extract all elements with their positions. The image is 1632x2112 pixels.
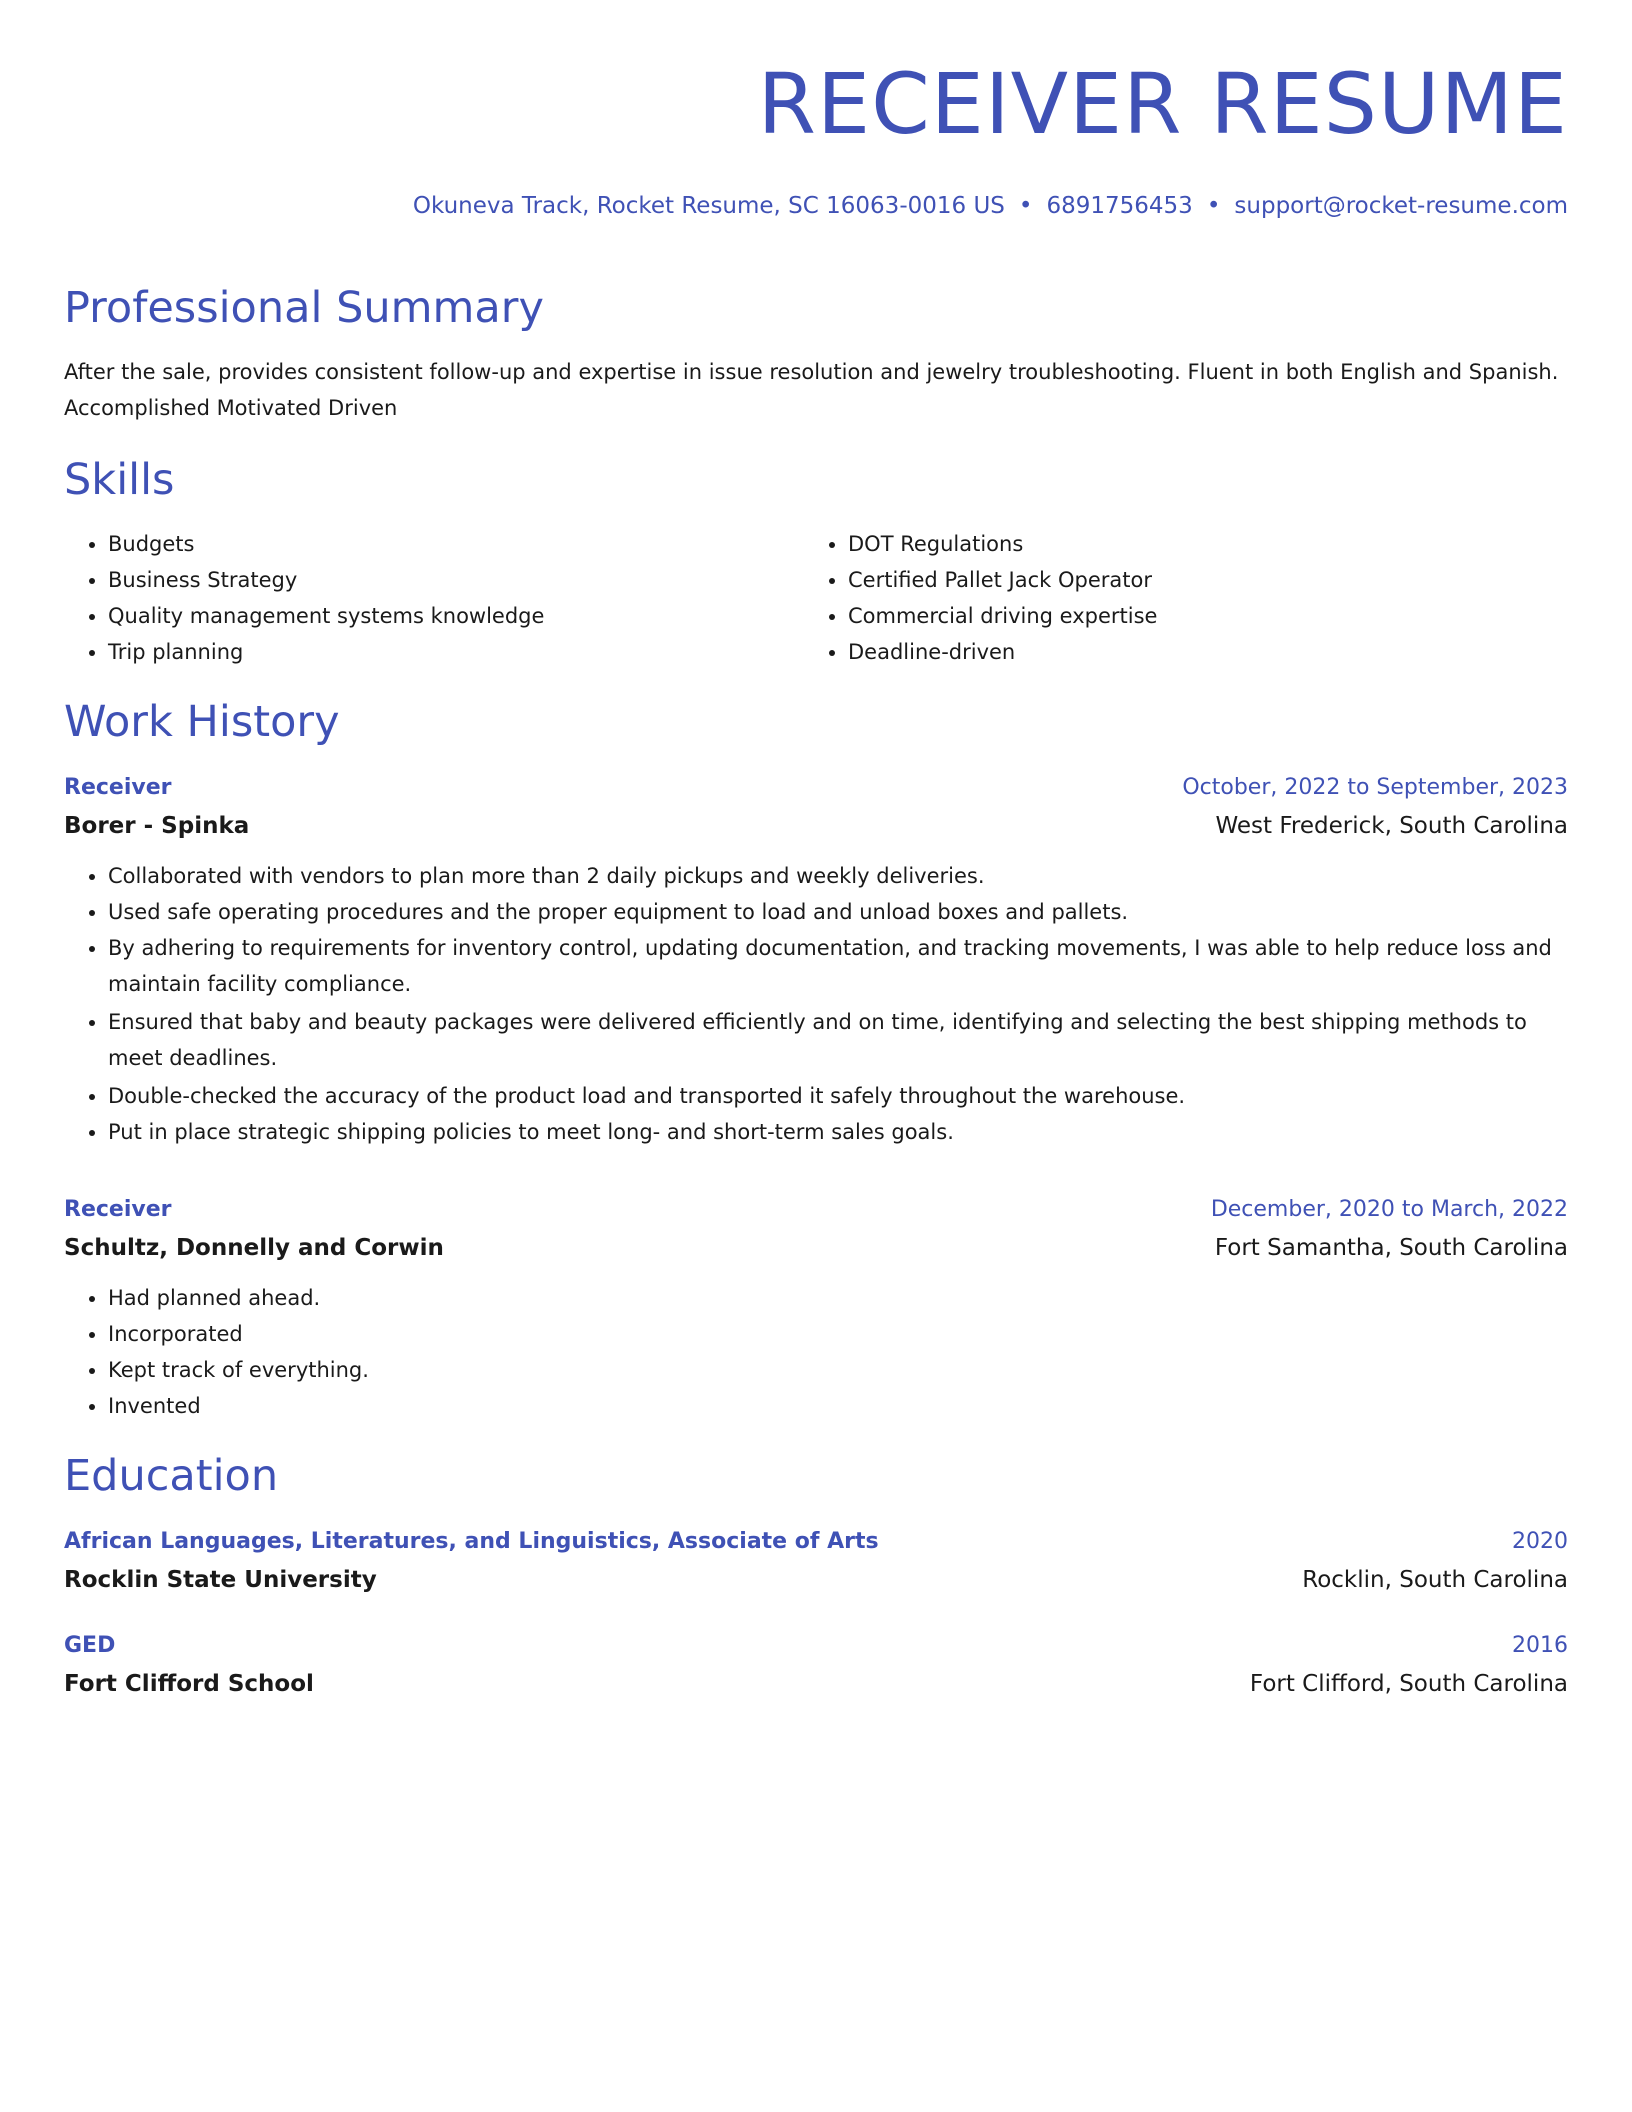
education-year: 2016 bbox=[1512, 1633, 1568, 1658]
education-school: Rocklin State University bbox=[64, 1567, 377, 1593]
resume-title: RECEIVER RESUME bbox=[757, 55, 1568, 153]
education-degree: GED bbox=[64, 1633, 116, 1658]
job-company-row bbox=[64, 1228, 1568, 1268]
skills-column-right bbox=[804, 526, 1544, 670]
job-bullet: • Had planned ahead. bbox=[108, 1280, 1568, 1316]
contact-phone: 6891756453 bbox=[1046, 193, 1193, 219]
job-bullet: • Double-checked the accuracy of the product load and transported it safely throughout the warehouse. bbox=[108, 1078, 1568, 1114]
education-degree: African Languages, Literatures, and Linguistics, Associate of Arts bbox=[64, 1529, 879, 1554]
job-bullet: • Put in place strategic shipping policies to meet long- and short-term sales goals. bbox=[108, 1114, 1568, 1150]
job-entry bbox=[64, 1192, 1568, 1424]
work-history-heading: Work History bbox=[64, 697, 340, 747]
contact-line bbox=[64, 190, 1568, 222]
education-school-row bbox=[64, 1664, 1568, 1704]
skill-item: • DOT Regulations bbox=[848, 526, 1544, 562]
skills-grid bbox=[64, 526, 1568, 670]
job-bullet: • By adhering to requirements for inventory control, updating documentation, and tracking movements, I was able to help reduce loss and maintain facility compliance. bbox=[108, 930, 1568, 1002]
skill-item: • Budgets bbox=[108, 526, 804, 562]
skill-item: • Trip planning bbox=[108, 634, 804, 670]
contact-separator: • bbox=[1018, 193, 1033, 219]
job-title-row bbox=[64, 1192, 1568, 1228]
job-title: Receiver bbox=[64, 775, 172, 800]
job-bullet: • Ensured that baby and beauty packages were delivered efficiently and on time, identifying and selecting the best shipping methods to meet deadlines. bbox=[108, 1004, 1568, 1076]
job-dates: October, 2022 to September, 2023 bbox=[1182, 775, 1568, 800]
summary-text: After the sale, provides consistent follow-up and expertise in issue resolution and jewelry troubleshooting. Fluent in both English and Spanish. Accomplished Motivated Driven bbox=[64, 360, 1559, 420]
job-location: Fort Samantha, South Carolina bbox=[1214, 1235, 1568, 1261]
job-company-row bbox=[64, 806, 1568, 846]
education-degree-row bbox=[64, 1628, 1568, 1664]
summary-heading: Professional Summary bbox=[64, 283, 544, 333]
job-bullets bbox=[64, 1280, 1568, 1424]
education-school: Fort Clifford School bbox=[64, 1671, 314, 1697]
education-degree-row bbox=[64, 1524, 1568, 1560]
job-location: West Frederick, South Carolina bbox=[1215, 813, 1568, 839]
job-bullet: • Collaborated with vendors to plan more than 2 daily pickups and weekly deliveries. bbox=[108, 858, 1568, 894]
contact-email: support@rocket-resume.com bbox=[1234, 193, 1568, 219]
job-company: Schultz, Donnelly and Corwin bbox=[64, 1235, 444, 1261]
job-bullet: • Invented bbox=[108, 1388, 1568, 1424]
education-location: Rocklin, South Carolina bbox=[1302, 1567, 1568, 1593]
education-entry bbox=[64, 1524, 1568, 1600]
education-school-row bbox=[64, 1560, 1568, 1600]
skill-item: • Business Strategy bbox=[108, 562, 804, 598]
skills-column-left bbox=[64, 526, 804, 670]
education-year: 2020 bbox=[1512, 1529, 1568, 1554]
job-title: Receiver bbox=[64, 1197, 172, 1222]
contact-address: Okuneva Track, Rocket Resume, SC 16063-0016 US bbox=[412, 193, 1005, 219]
education-entry bbox=[64, 1628, 1568, 1704]
contact-separator: • bbox=[1206, 193, 1221, 219]
job-bullet: • Incorporated bbox=[108, 1316, 1568, 1352]
skill-item: • Quality management systems knowledge bbox=[108, 598, 804, 634]
job-bullet: • Used safe operating procedures and the proper equipment to load and unload boxes and pallets. bbox=[108, 894, 1568, 930]
skill-item: • Commercial driving expertise bbox=[848, 598, 1544, 634]
education-heading: Education bbox=[64, 1451, 279, 1501]
job-dates: December, 2020 to March, 2022 bbox=[1210, 1197, 1568, 1222]
job-company: Borer - Spinka bbox=[64, 813, 250, 839]
education-location: Fort Clifford, South Carolina bbox=[1249, 1671, 1568, 1697]
job-title-row bbox=[64, 770, 1568, 806]
job-bullets bbox=[64, 858, 1568, 1150]
skill-item: • Deadline-driven bbox=[848, 634, 1544, 670]
skill-item: • Certified Pallet Jack Operator bbox=[848, 562, 1544, 598]
job-bullet: • Kept track of everything. bbox=[108, 1352, 1568, 1388]
job-entry bbox=[64, 770, 1568, 1150]
skills-heading: Skills bbox=[64, 455, 175, 505]
